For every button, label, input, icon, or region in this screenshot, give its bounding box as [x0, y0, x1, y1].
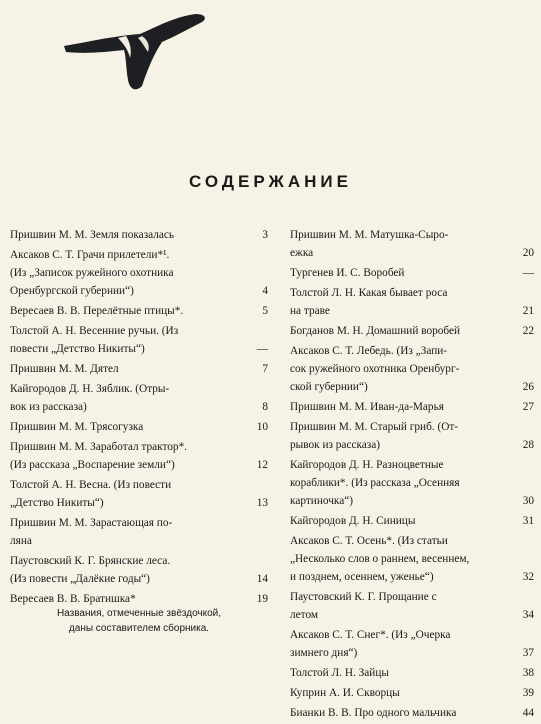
toc-page-number: 37	[522, 647, 534, 659]
footnote-line: даны составителем сборника.	[68, 623, 210, 634]
toc-page-number: 8	[262, 401, 268, 413]
toc-entry-text: Пришвин М. М. Дятел	[10, 363, 119, 375]
toc-entry	[290, 342, 534, 396]
toc-entry-text: Аксаков С. Т. Лебедь. (Из „Запи-	[290, 345, 448, 357]
toc-page-number: —	[522, 267, 534, 279]
toc-entry	[10, 302, 268, 320]
toc-entry-text: (Из рассказа „Воспарение земли“)	[10, 459, 175, 471]
toc-page-number: 19	[256, 593, 268, 605]
toc-entry-text: Пришвин М. М. Зарастающая по-	[10, 517, 173, 529]
toc-page-number: 3	[262, 229, 268, 241]
toc-entry-text: (Из „Записок ружейного охотника	[10, 267, 174, 279]
toc-page-number: 22	[522, 325, 534, 337]
toc-entry	[10, 418, 268, 436]
toc-page-number: 30	[522, 495, 534, 507]
toc-entry-text: Пришвин М. М. Старый гриб. (От-	[290, 421, 459, 433]
toc-entry-text: повести „Детство Никиты“)	[10, 343, 145, 355]
toc-page-number: 10	[256, 421, 268, 433]
toc-entry-text: Богданов М. Н. Домашний воробей	[290, 325, 461, 337]
toc-entry	[10, 322, 268, 358]
toc-page-number: 14	[256, 573, 268, 585]
toc-page-number: 4	[262, 285, 268, 297]
toc-entry-text: Аксаков С. Т. Снег*. (Из „Очерка	[290, 629, 451, 641]
toc-entry-text: Тургенев И. С. Воробей	[290, 267, 405, 279]
toc-entry-text: Куприн А. И. Скворцы	[290, 687, 400, 699]
toc-page-number: 44	[522, 707, 534, 719]
toc-entry-text: Паустовский К. Г. Брянские леса.	[10, 555, 171, 567]
toc-page-number: —	[256, 343, 268, 355]
toc-entry	[290, 456, 534, 510]
toc-page-number: 26	[522, 381, 534, 393]
toc-entry	[290, 322, 534, 340]
toc-right-column	[290, 226, 534, 724]
toc-page-number: 34	[522, 609, 534, 621]
toc-page-number: 21	[522, 305, 534, 317]
toc-entry	[290, 226, 534, 262]
toc-entry-text: Оренбургской губернии“)	[10, 285, 134, 297]
toc-entry-text: Вересаев В. В. Перелётные птицы*.	[10, 305, 184, 317]
toc-entry-text: Пришвин М. М. Земля показалась	[10, 229, 175, 241]
toc-entry-text: ежка	[290, 247, 314, 259]
toc-page-number: 39	[522, 687, 534, 699]
toc-entry-text: зимнего дня“)	[290, 647, 358, 659]
toc-entry-text: вок из рассказа)	[10, 401, 87, 413]
toc-entry-text: Аксаков С. Т. Осень*. (Из статьи	[290, 535, 448, 547]
toc-entry	[290, 284, 534, 320]
toc-entry-text: Аксаков С. Т. Грачи прилетели*¹.	[10, 249, 170, 261]
footnote	[10, 606, 268, 636]
toc-entry-text: на траве	[290, 305, 330, 317]
toc-entry	[290, 532, 534, 586]
toc-page-number: 12	[256, 459, 268, 471]
toc-entry-text: и позднем, осеннем, уженье“)	[290, 571, 434, 583]
toc-entry-text: Паустовский К. Г. Прощание с	[290, 591, 437, 603]
toc-entry	[10, 380, 268, 416]
toc-page-number: 7	[262, 363, 268, 375]
toc-page-number: 13	[256, 497, 268, 509]
toc-entry	[10, 226, 268, 244]
toc-entry-text: Пришвин М. М. Матушка-Сыро-	[290, 229, 449, 241]
toc-page-number: 32	[522, 571, 534, 583]
toc-entry	[10, 476, 268, 512]
toc-left-column	[10, 226, 268, 610]
toc-entry	[10, 360, 268, 378]
toc-entry-text: ской губернии“)	[290, 381, 368, 393]
toc-entry-text: Толстой Л. Н. Какая бывает роса	[290, 287, 448, 299]
toc-entry-text: (Из повести „Далёкие годы“)	[10, 573, 150, 585]
toc-entry-text: Кайгородов Д. Н. Зяблик. (Отры-	[10, 383, 170, 395]
toc-entry-text: Толстой А. Н. Весенние ручьи. (Из	[10, 325, 179, 337]
toc-page-number: 38	[522, 667, 534, 679]
toc-entry	[290, 418, 534, 454]
toc-entry	[10, 246, 268, 300]
toc-page-number: 20	[522, 247, 534, 259]
toc-entry-text: Кайгородов Д. Н. Синицы	[290, 515, 416, 527]
footnote-line: Названия, отмеченные звёздочкой,	[56, 608, 222, 619]
toc-entry-text: рывок из рассказа)	[290, 439, 381, 451]
contents-heading: СОДЕРЖАНИЕ	[189, 172, 352, 191]
toc-entry-text: „Несколько слов о раннем, весеннем,	[290, 553, 470, 565]
toc-entry-text: ляна	[10, 535, 32, 547]
toc-entry-text: Пришвин М. М. Трясогузка	[10, 421, 144, 433]
toc-entry-text: Бианки В. В. Про одного мальчика	[290, 707, 457, 719]
toc-entry	[290, 264, 534, 282]
toc-entry-text: „Детство Никиты“)	[10, 497, 104, 509]
toc-entry-text: Толстой Л. Н. Зайцы	[290, 667, 389, 679]
toc-entry	[290, 512, 534, 530]
toc-entry-text: летом	[290, 609, 319, 621]
toc-entry-text: сок ружейного охотника Оренбург-	[290, 363, 460, 375]
toc-page-number: 27	[522, 401, 534, 413]
toc-entry-text: Вересаев В. В. Братишка*	[10, 593, 136, 605]
toc-entry	[10, 438, 268, 474]
toc-entry	[290, 588, 534, 624]
toc-page-number: 28	[522, 439, 534, 451]
toc-entry	[290, 684, 534, 702]
toc-page-number: 31	[522, 515, 534, 527]
toc-entry	[290, 704, 534, 722]
toc-entry	[290, 626, 534, 662]
toc-entry-text: картиночка“)	[290, 495, 354, 507]
flying-bird-illustration	[58, 6, 210, 94]
toc-entry-text: Пришвин М. М. Заработал трактор*.	[10, 441, 188, 453]
toc-entry-text: Толстой А. Н. Весна. (Из повести	[10, 479, 172, 491]
toc-entry	[290, 398, 534, 416]
toc-entry	[10, 552, 268, 588]
toc-entry-text: Кайгородов Д. Н. Разноцветные	[290, 459, 444, 471]
toc-entry	[10, 514, 268, 550]
toc-entry	[290, 664, 534, 682]
toc-page-number: 5	[262, 305, 268, 317]
toc-entry-text: Пришвин М. М. Иван-да-Марья	[290, 401, 444, 413]
toc-entry-text: кораблики*. (Из рассказа „Осенняя	[290, 477, 460, 489]
